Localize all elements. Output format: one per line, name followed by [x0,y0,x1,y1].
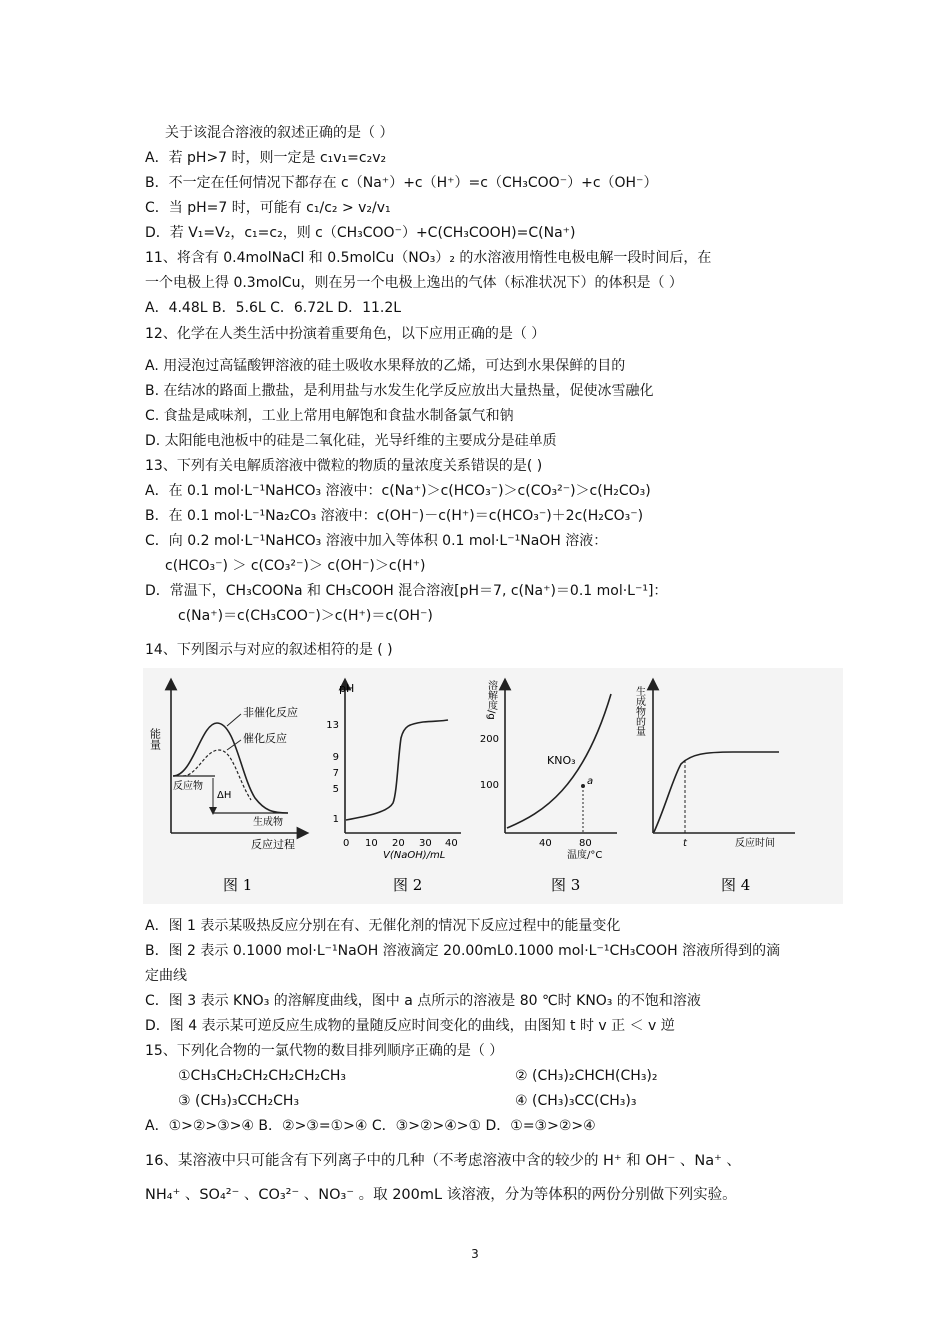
q10-option-b: B．不一定在任何情况下都存在 c（Na⁺）+c（H⁺）=c（CH₃COO⁻）+c（OH⁻） [145,175,658,191]
fig2-xtick-30: 30 [419,838,432,849]
fig2-ytick-5: 5 [332,784,339,795]
q15-stem: 15、下列化合物的一氯代物的数目排列顺序正确的是（ ） [145,1043,504,1059]
fig3-xlabel: 温度/°C [567,850,603,861]
fig2-ytick-13: 13 [326,720,339,731]
fig3-curve-label: KNO₃ [547,754,576,767]
q12-stem: 12、化学在人类生活中扮演着重要角色，以下应用正确的是（ ） [145,326,546,342]
q12-option-a: A. 用浸泡过高锰酸钾溶液的硅土吸收水果释放的乙烯，可达到水果保鲜的目的 [145,358,626,374]
q12-option-b: B. 在结冰的路面上撒盐，是利用盐与水发生化学反应放出大量热量，促使冰雪融化 [145,383,654,399]
q13-stem: 13、下列有关电解质溶液中微粒的物质的量浓度关系错误的是( ) [145,458,543,474]
fig1-cat-label: 催化反应 [243,732,287,745]
fig4-t-tick: t [683,838,687,849]
fig2-ytick-9: 9 [332,752,339,763]
figure-4 [634,684,796,894]
figure-panel-svg [143,668,843,904]
q14-option-c: C．图 3 表示 KNO₃ 的溶解度曲线，图中 a 点所示的溶液是 80 ℃时 KNO₃ 的不饱和溶液 [145,993,701,1009]
figure-3 [480,679,617,894]
q11-stem-line1: 11、将含有 0.4molNaCl 和 0.5molCu（NO₃）₂ 的水溶液用惰性电极电解一段时间后，在 [145,250,712,266]
fig4-caption: 图 4 [721,876,751,894]
fig3-point-label: a [587,776,594,787]
q15-compound-4: ④ (CH₃)₃CC(CH₃)₃ [515,1093,637,1109]
fig2-xtick-40: 40 [445,838,458,849]
q16-stem-line2: NH₄⁺ 、SO₄²⁻ 、CO₃²⁻ 、NO₃⁻ 。取 200mL 该溶液，分为等体积的两份分别做下列实验。 [145,1187,737,1203]
figure-2 [326,682,461,894]
fig2-ytick-1: 1 [332,814,339,825]
fig1-delta-label: ΔH [217,790,232,801]
fig3-point-a [581,784,585,788]
fig3-xtick-80: 80 [579,838,592,849]
fig1-xlabel: 反应过程 [251,838,295,851]
fig1-uncat-label: 非催化反应 [243,706,298,719]
q15-compound-2: ② (CH₃)₂CHCH(CH₃)₂ [515,1068,658,1084]
q14-option-b: B．图 2 表示 0.1000 mol·L⁻¹NaOH 溶液滴定 20.00mL0.1000 mol·L⁻¹CH₃COOH 溶液所得到的滴 [145,943,781,959]
q14-figures [143,668,843,904]
q13-option-c: C．向 0.2 mol·L⁻¹NaHCO₃ 溶液中加入等体积 0.1 mol·L⁻¹NaOH 溶液： [145,533,608,549]
fig4-product-curve [654,752,779,832]
fig2-xtick-20: 20 [392,838,405,849]
fig3-ylabel: 溶解度/g [485,680,497,720]
q13-option-a: A．在 0.1 mol·L⁻¹NaHCO₃ 溶液中：c(Na⁺)＞c(HCO₃⁻)＞c(CO₃²⁻)＞c(H₂CO₃) [145,483,651,499]
fig1-reactant-label: 反应物 [173,781,203,792]
q15-compound-1: ①CH₃CH₂CH₂CH₂CH₂CH₃ [178,1068,347,1084]
fig3-xtick-40: 40 [539,838,552,849]
q14-stem: 14、下列图示与对应的叙述相符的是 ( ) [145,642,393,658]
q11-stem-line2: 一个电极上得 0.3molCu，则在另一个电极上逸出的气体（标准状况下）的体积是（ ） [145,275,683,291]
q10-option-d: D．若 V₁=V₂，c₁=c₂，则 c（CH₃COO⁻）+C(CH₃COOH)=C(Na⁺) [145,225,576,241]
q13-option-d: D．常温下，CH₃COONa 和 CH₃COOH 混合溶液[pH＝7, c(Na⁺)＝0.1 mol·L⁻¹]： [145,583,668,599]
q14-option-b-cont: 定曲线 [145,968,187,984]
q10-option-a: A．若 pH>7 时，则一定是 c₁v₁=c₂v₂ [145,150,387,166]
fig2-xtick-0: 0 [343,838,350,849]
q10-option-c: C．当 pH=7 时，可能有 c₁/c₂ > v₂/v₁ [145,200,391,216]
fig2-ylabel: pH [339,682,355,695]
fig2-xlabel: V(NaOH)/mL [383,850,446,861]
fig1-ylabel: 能量 [148,728,162,750]
q13-option-b: B．在 0.1 mol·L⁻¹Na₂CO₃ 溶液中：c(OH⁻)－c(H⁺)＝c(HCO₃⁻)＋2c(H₂CO₃⁻) [145,508,644,524]
fig2-ytick-7: 7 [332,768,339,779]
q13-option-c-cont: c(HCO₃⁻) ＞ c(CO₃²⁻)＞ c(OH⁻)＞c(H⁺) [165,558,426,574]
q13-option-d-cont: c(Na⁺)＝c(CH₃COO⁻)＞c(H⁺)＝c(OH⁻) [178,608,433,624]
fig3-ytick-200: 200 [479,734,499,745]
fig3-ytick-100: 100 [479,780,499,791]
fig1-caption: 图 1 [223,876,253,894]
fig2-caption: 图 2 [393,876,423,894]
q10-stem: 关于该混合溶液的叙述正确的是（ ） [165,125,394,141]
q14-option-a: A．图 1 表示某吸热反应分别在有、无催化剂的情况下反应过程中的能量变化 [145,918,621,934]
q14-option-d: D．图 4 表示某可逆反应生成物的量随反应时间变化的曲线，由图知 t 时 v 正 ＜ v 逆 [145,1018,675,1034]
q12-option-c: C. 食盐是咸味剂，工业上常用电解饱和食盐水制备氯气和钠 [145,408,514,424]
fig3-caption: 图 3 [551,876,581,894]
q15-options: A．①>②>③>④ B．②>③=①>④ C．③>②>④>① D．①=③>②>④ [145,1118,596,1134]
fig2-titration-curve [346,720,448,820]
figure-1 [149,684,304,894]
fig4-ylabel: 生成物的量 [633,686,645,736]
q12-option-d: D. 太阳能电池板中的硅是二氧化硅，光导纤维的主要成分是硅单质 [145,433,557,449]
fig1-product-label: 生成物 [253,817,283,828]
fig2-xtick-10: 10 [365,838,378,849]
fig4-xlabel: 反应时间 [735,838,775,849]
q15-compound-3: ③ (CH₃)₃CCH₂CH₃ [178,1093,300,1109]
page-number: 3 [471,1247,479,1261]
q11-options: A．4.48L B．5.6L C．6.72L D．11.2L [145,300,402,316]
fig1-uncat-pointer [227,714,241,726]
q16-stem-line1: 16、某溶液中只可能含有下列离子中的几种（不考虑溶液中含的较少的 H⁺ 和 OH⁻ 、Na⁺ 、 [145,1153,741,1169]
